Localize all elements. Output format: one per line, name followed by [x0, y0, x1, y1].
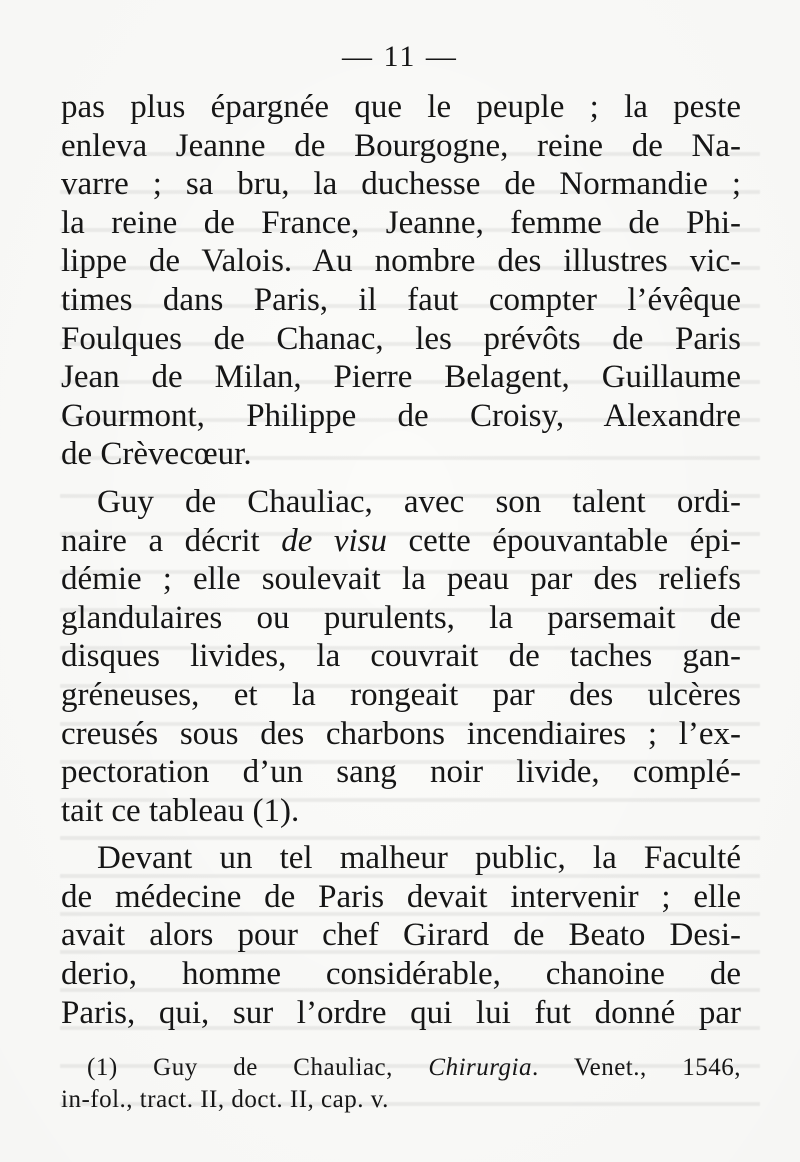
italic-phrase: de visu	[281, 522, 388, 559]
text-line: tait ce tableau (1).	[61, 792, 300, 829]
text-line: Jean de Milan, Pierre Belagent, Guillaume	[61, 359, 741, 396]
text-line: glandulaires ou purulents, la parsemait de	[61, 599, 741, 636]
text-line: enleva Jeanne de Bourgogne, reine de Na-	[61, 127, 741, 164]
text-line: gréneuses, et la rongeait par des ulcères	[61, 676, 741, 713]
text-line: démie ; elle soulevait la peau par des reliefs	[61, 561, 741, 598]
text-line: de Crèvecœur.	[61, 436, 252, 473]
text-line: lippe de Valois. Au nombre des illustres vic-	[61, 243, 741, 280]
text-line: Foulques de Chanac, les prévôts de Paris	[61, 320, 741, 357]
body-text	[61, 88, 741, 1032]
paragraph-3	[61, 839, 741, 1032]
text-line: Devant un tel malheur public, la Faculté	[97, 840, 741, 877]
text-line: naire a décrit de visu cette épouvantable épi-	[61, 522, 742, 559]
text-line: Paris, qui, sur l’ordre qui lui fut donné par	[61, 994, 741, 1031]
page-number: — 11 —	[342, 40, 458, 73]
text-line: creusés sous des charbons incendiaires ; l’ex-	[61, 715, 741, 752]
paragraph-2	[61, 483, 741, 830]
italic-phrase: Chirurgia	[428, 1054, 533, 1081]
footnote	[61, 1052, 741, 1116]
text-line: times dans Paris, il faut compter l’évêque	[61, 281, 741, 318]
text-line: Guy de Chauliac, avec son talent ordi-	[97, 483, 741, 520]
paragraph-1	[61, 88, 741, 474]
paragraph-spacer	[61, 474, 741, 483]
text-line: pas plus épargnée que le peuple ; la peste	[61, 89, 741, 125]
text-line: pectoration d’un sang noir livide, complé-	[61, 754, 741, 791]
text-line: la reine de France, Jeanne, femme de Phi-	[61, 204, 741, 241]
text-line: derio, homme considérable, chanoine de	[61, 956, 741, 993]
paragraph-spacer	[61, 830, 741, 839]
text-line: avait alors pour chef Girard de Beato Desi-	[61, 917, 741, 954]
footnote-line: (1) Guy de Chauliac, Chirurgia. Venet., 1546,	[87, 1054, 741, 1081]
text-line: disques livides, la couvrait de taches gan-	[61, 638, 741, 675]
text-line: de médecine de Paris devait intervenir ; elle	[61, 878, 741, 915]
text-line: varre ; sa bru, la duchesse de Normandie ;	[61, 166, 741, 203]
footnote-line: in-fol., tract. II, doct. II, cap. v.	[61, 1086, 389, 1113]
text-line: Gourmont, Philippe de Croisy, Alexandre	[61, 397, 741, 434]
